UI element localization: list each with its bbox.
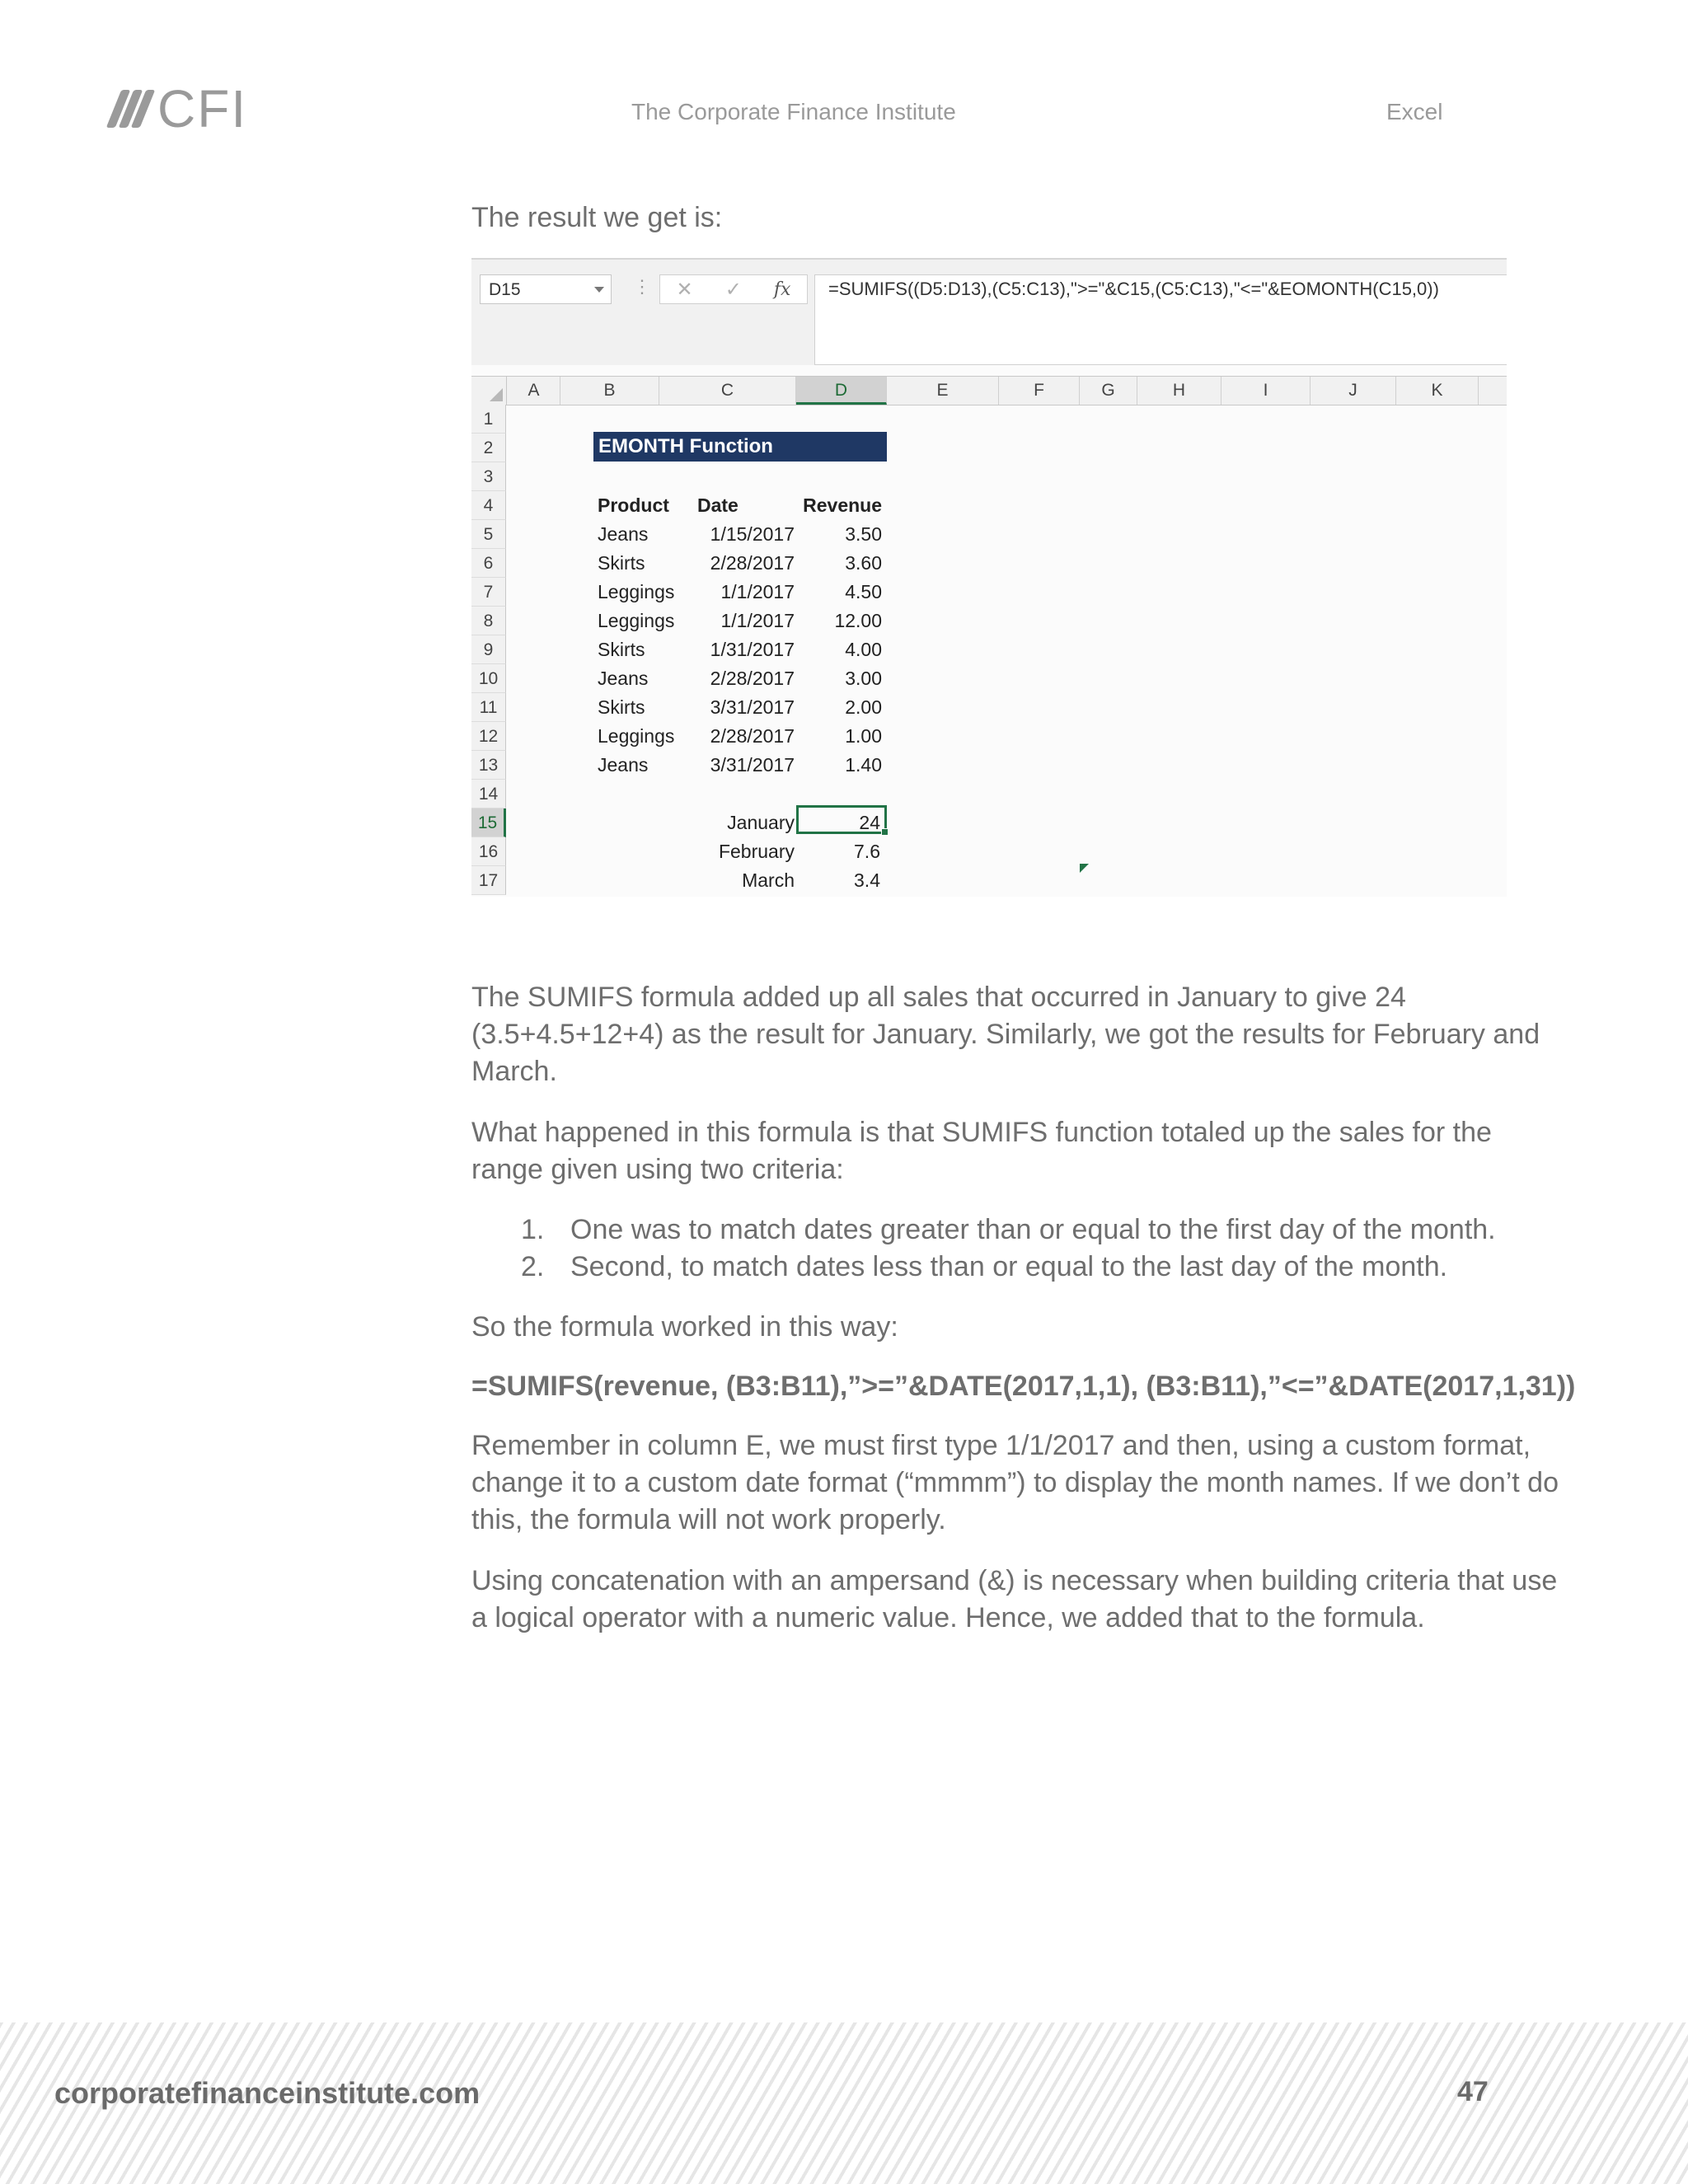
cell-total[interactable]: 7.6 [854, 841, 880, 862]
more-icon: ⋮ [633, 276, 651, 297]
name-box[interactable]: D15 [480, 274, 612, 304]
row-header-4[interactable]: 4 [471, 491, 506, 520]
cell-date[interactable]: 1/1/2017 [720, 610, 795, 631]
table-title[interactable]: EMONTH Function [593, 432, 887, 462]
header-title: The Corporate Finance Institute [631, 99, 956, 124]
formula-example: =SUMIFS(revenue, (B3:B11),”>=”&DATE(2017,1,1), (B3:B11),”<=”&DATE(2017,1,31)) [471, 1371, 1576, 1402]
column-header-i[interactable]: I [1221, 377, 1311, 405]
cancel-icon[interactable]: ✕ [676, 278, 693, 301]
column-header-d[interactable]: D [796, 377, 887, 405]
column-header-k[interactable]: K [1396, 377, 1479, 405]
cell-revenue[interactable]: 4.00 [845, 639, 882, 660]
row-header-8[interactable]: 8 [471, 607, 506, 635]
cell-product[interactable]: Jeans [598, 523, 649, 545]
logo-text: CFI [157, 79, 248, 138]
list-item: 2. Second, to match dates less than or equal to the last day of the month. [521, 1251, 1448, 1282]
function-icon[interactable]: fx [773, 279, 791, 300]
row-header-16[interactable]: 16 [471, 837, 506, 866]
cell-product[interactable]: Skirts [598, 639, 645, 660]
check-icon[interactable]: ✓ [724, 278, 742, 301]
cell-revenue[interactable]: 2.00 [845, 696, 882, 718]
cell-month[interactable]: March [742, 869, 795, 891]
cell-revenue[interactable]: 3.60 [845, 552, 882, 574]
row-header-10[interactable]: 10 [471, 664, 506, 693]
cell-product[interactable]: Skirts [598, 696, 645, 718]
active-cell[interactable] [796, 805, 887, 834]
cell-revenue[interactable]: 3.00 [845, 668, 882, 689]
paragraph-5: Remember in column E, we must first type 1/1/2017 and then, using a custom format, change it to a custom date format (“mmmm”) to display the month names. If we don’t do this, the formula will not work properly. [471, 1430, 1559, 1535]
paragraph-6: Using concatenation with an ampersand (&) is necessary when building criteria that use a logical operator with a numeric value. Hence, we added that to the formula. [471, 1565, 1558, 1633]
cell-date[interactable]: 3/31/2017 [710, 754, 795, 776]
cell-product[interactable]: Jeans [598, 754, 649, 776]
cell-month[interactable]: January [727, 812, 795, 833]
paragraph-1: The SUMIFS formula added up all sales that occurred in January to give 24 (3.5+4.5+12+4) as the result for January. Similarly, we got the results for February and March. [471, 982, 1540, 1087]
cell-total[interactable]: 3.4 [854, 869, 880, 891]
cell-total[interactable]: 24 [859, 812, 880, 833]
cell-date[interactable]: 3/31/2017 [710, 696, 795, 718]
column-headers [471, 376, 1507, 405]
cell-date[interactable]: 1/31/2017 [710, 639, 795, 660]
cell-date[interactable]: 2/28/2017 [710, 668, 795, 689]
cell-date[interactable]: 2/28/2017 [710, 552, 795, 574]
cell-revenue[interactable]: 4.50 [845, 581, 882, 602]
error-indicator-icon [1080, 864, 1089, 873]
cell-revenue[interactable]: 1.00 [845, 725, 882, 747]
select-all-corner[interactable] [471, 377, 507, 405]
paragraph-3: So the formula worked in this way: [471, 1311, 898, 1343]
row-header-17[interactable]: 17 [471, 866, 506, 895]
intro-text: The result we get is: [471, 202, 723, 233]
column-header-a[interactable]: A [508, 377, 560, 405]
column-header-c[interactable]: C [659, 377, 796, 405]
cell-date[interactable]: 1/1/2017 [720, 581, 795, 602]
cfi-logo [114, 79, 248, 138]
row-header-2[interactable]: 2 [471, 434, 506, 462]
row-header-14[interactable]: 14 [471, 780, 506, 808]
footer-url[interactable]: corporatefinanceinstitute.com [54, 2076, 481, 2110]
row-header-11[interactable]: 11 [471, 693, 506, 722]
header-product[interactable]: Product [598, 494, 669, 516]
column-header-f[interactable]: F [999, 377, 1080, 405]
row-header-13[interactable]: 13 [471, 751, 506, 780]
cell-product[interactable]: Jeans [598, 668, 649, 689]
formula-buttons [659, 274, 808, 304]
header-revenue[interactable]: Revenue [803, 494, 882, 516]
row-header-6[interactable]: 6 [471, 549, 506, 578]
cell-revenue[interactable]: 12.00 [834, 610, 882, 631]
list-item: 1. One was to match dates greater than or equal to the first day of the month. [521, 1214, 1496, 1245]
row-header-15[interactable]: 15 [471, 808, 506, 837]
row-header-12[interactable]: 12 [471, 722, 506, 751]
formula-area [471, 258, 1507, 365]
formula-bar[interactable]: =SUMIFS((D5:D13),(C5:C13),">="&C15,(C5:C13),"<="&EOMONTH(C15,0)) [814, 274, 1507, 365]
column-header-e[interactable]: E [887, 377, 999, 405]
row-header-9[interactable]: 9 [471, 635, 506, 664]
column-header-j[interactable]: J [1311, 377, 1396, 405]
cfi-logo-icon [114, 90, 148, 128]
row-header-7[interactable]: 7 [471, 578, 506, 607]
cell-date[interactable]: 2/28/2017 [710, 725, 795, 747]
column-header-g[interactable]: G [1080, 377, 1137, 405]
cell-product[interactable]: Leggings [598, 725, 675, 747]
cell-product[interactable]: Leggings [598, 610, 675, 631]
row-header-1[interactable]: 1 [471, 405, 506, 434]
header-section: Excel [1386, 99, 1443, 124]
cell-revenue[interactable]: 3.50 [845, 523, 882, 545]
excel-screenshot [471, 258, 1507, 897]
cell-month[interactable]: February [718, 841, 795, 862]
cell-revenue[interactable]: 1.40 [845, 754, 882, 776]
page-number: 47 [1457, 2076, 1489, 2107]
criteria-list [471, 1212, 1625, 1286]
row-header-3[interactable]: 3 [471, 462, 506, 491]
paragraph-2: What happened in this formula is that SUMIFS function totaled up the sales for the range given using two criteria: [471, 1117, 1492, 1185]
column-header-b[interactable]: B [560, 377, 659, 405]
header-date[interactable]: Date [697, 494, 738, 516]
chevron-down-icon[interactable] [594, 287, 604, 293]
column-header-h[interactable]: H [1137, 377, 1221, 405]
cell-product[interactable]: Skirts [598, 552, 645, 574]
cell-product[interactable]: Leggings [598, 581, 675, 602]
cell-date[interactable]: 1/15/2017 [710, 523, 795, 545]
row-header-5[interactable]: 5 [471, 520, 506, 549]
